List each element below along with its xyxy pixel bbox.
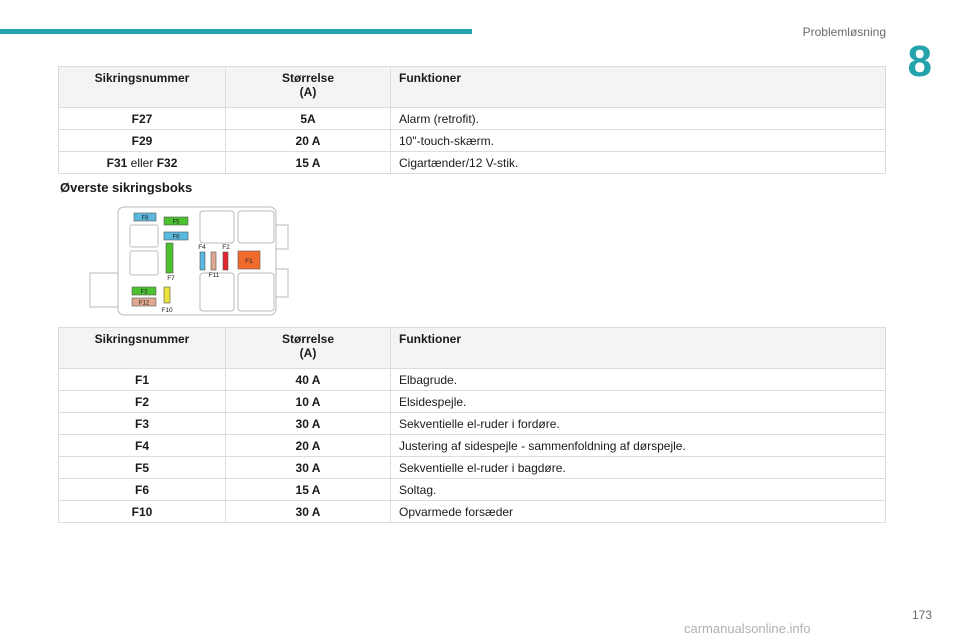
header-fuse-number: Sikringsnummer (59, 67, 226, 108)
header-size-line2: (A) (299, 85, 317, 99)
fuse-function: 10"-touch-skærm. (391, 130, 886, 152)
fuse-size: 20 A (226, 435, 391, 457)
fuse-number: F1 (59, 369, 226, 391)
fuse-size: 15 A (226, 152, 391, 174)
table-row (59, 369, 886, 391)
fuse-size: 30 A (226, 413, 391, 435)
fuse-box-diagram (86, 205, 296, 317)
label-f7: F7 (167, 275, 175, 282)
header-size (226, 328, 391, 369)
label-f1: F1 (245, 258, 253, 265)
fuse-f11 (211, 252, 216, 270)
watermark: carmanualsonline.info (684, 621, 811, 636)
table-row (59, 108, 886, 130)
fuse-f7 (166, 243, 173, 273)
header-size-line1: Størrelse (281, 332, 335, 346)
fuse-number: F6 (59, 479, 226, 501)
table-row (59, 501, 886, 523)
label-f10: F10 (161, 307, 173, 314)
section-subheading: Øverste sikringsboks (60, 180, 193, 195)
table-row (59, 152, 886, 174)
fuse-function: Soltag. (391, 479, 886, 501)
slot (130, 225, 158, 247)
fuse-number: F3 (59, 413, 226, 435)
left-connector (90, 273, 118, 307)
label-f3: F3 (140, 289, 148, 296)
fuse-function: Elsidespejle. (391, 391, 886, 413)
fuse-size: 40 A (226, 369, 391, 391)
table-row (59, 391, 886, 413)
right-connector-top (276, 225, 288, 249)
label-f5: F5 (172, 219, 180, 226)
header-functions: Funktioner (391, 328, 886, 369)
fuse-function: Alarm (retrofit). (391, 108, 886, 130)
fuse-number-b: F32 (156, 155, 178, 170)
fuse-size: 20 A (226, 130, 391, 152)
fuse-number: F29 (59, 130, 226, 152)
header-fuse-number: Sikringsnummer (59, 328, 226, 369)
label-f2: F2 (222, 244, 230, 251)
fuse-function: Cigartænder/12 V-stik. (391, 152, 886, 174)
table-row (59, 479, 886, 501)
fuse-f10 (164, 287, 170, 303)
header-size (226, 67, 391, 108)
page-number: 173 (911, 608, 932, 622)
slot (238, 273, 274, 311)
fuse-table-2 (58, 327, 886, 523)
header-size-line1: Størrelse (281, 71, 335, 85)
fuse-number-a: F31 (106, 155, 128, 170)
fuse-size: 30 A (226, 501, 391, 523)
table-row (59, 413, 886, 435)
fuse-number: F4 (59, 435, 226, 457)
slot (200, 211, 234, 243)
header-size-line2: (A) (299, 346, 317, 360)
label-f11: F11 (208, 272, 220, 279)
label-f4: F4 (198, 244, 206, 251)
label-f6: F6 (172, 234, 180, 241)
fuse-size: 30 A (226, 457, 391, 479)
label-f12: F12 (138, 300, 150, 307)
slot (238, 211, 274, 243)
fuse-number: F10 (59, 501, 226, 523)
fuse-number-or: eller (130, 155, 154, 170)
fuse-size: 10 A (226, 391, 391, 413)
table-header-row (59, 328, 886, 369)
fuse-number: F27 (59, 108, 226, 130)
fuse-function: Elbagrude. (391, 369, 886, 391)
table-row (59, 130, 886, 152)
fuse-size: 5A (226, 108, 391, 130)
slot (130, 251, 158, 275)
fuse-function: Justering af sidespejle - sammenfoldning af dørspejle. (391, 435, 886, 457)
fuse-number: F2 (59, 391, 226, 413)
table-row (59, 435, 886, 457)
fuse-size: 15 A (226, 479, 391, 501)
fuse-f2 (223, 252, 228, 270)
fuse-table-1 (58, 66, 886, 174)
table-row (59, 457, 886, 479)
section-title: Problemløsning (802, 25, 886, 39)
fuse-number: F5 (59, 457, 226, 479)
fuse-function: Opvarmede forsæder (391, 501, 886, 523)
header-functions: Funktioner (391, 67, 886, 108)
fuse-f4 (200, 252, 205, 270)
fuse-function: Sekventielle el-ruder i fordøre. (391, 413, 886, 435)
chapter-number: 8 (907, 37, 932, 86)
label-f8: F8 (141, 215, 149, 222)
fuse-function: Sekventielle el-ruder i bagdøre. (391, 457, 886, 479)
fuse-number (59, 152, 226, 174)
right-connector-bottom (276, 269, 288, 297)
header-accent-bar (0, 29, 472, 34)
table-header-row (59, 67, 886, 108)
